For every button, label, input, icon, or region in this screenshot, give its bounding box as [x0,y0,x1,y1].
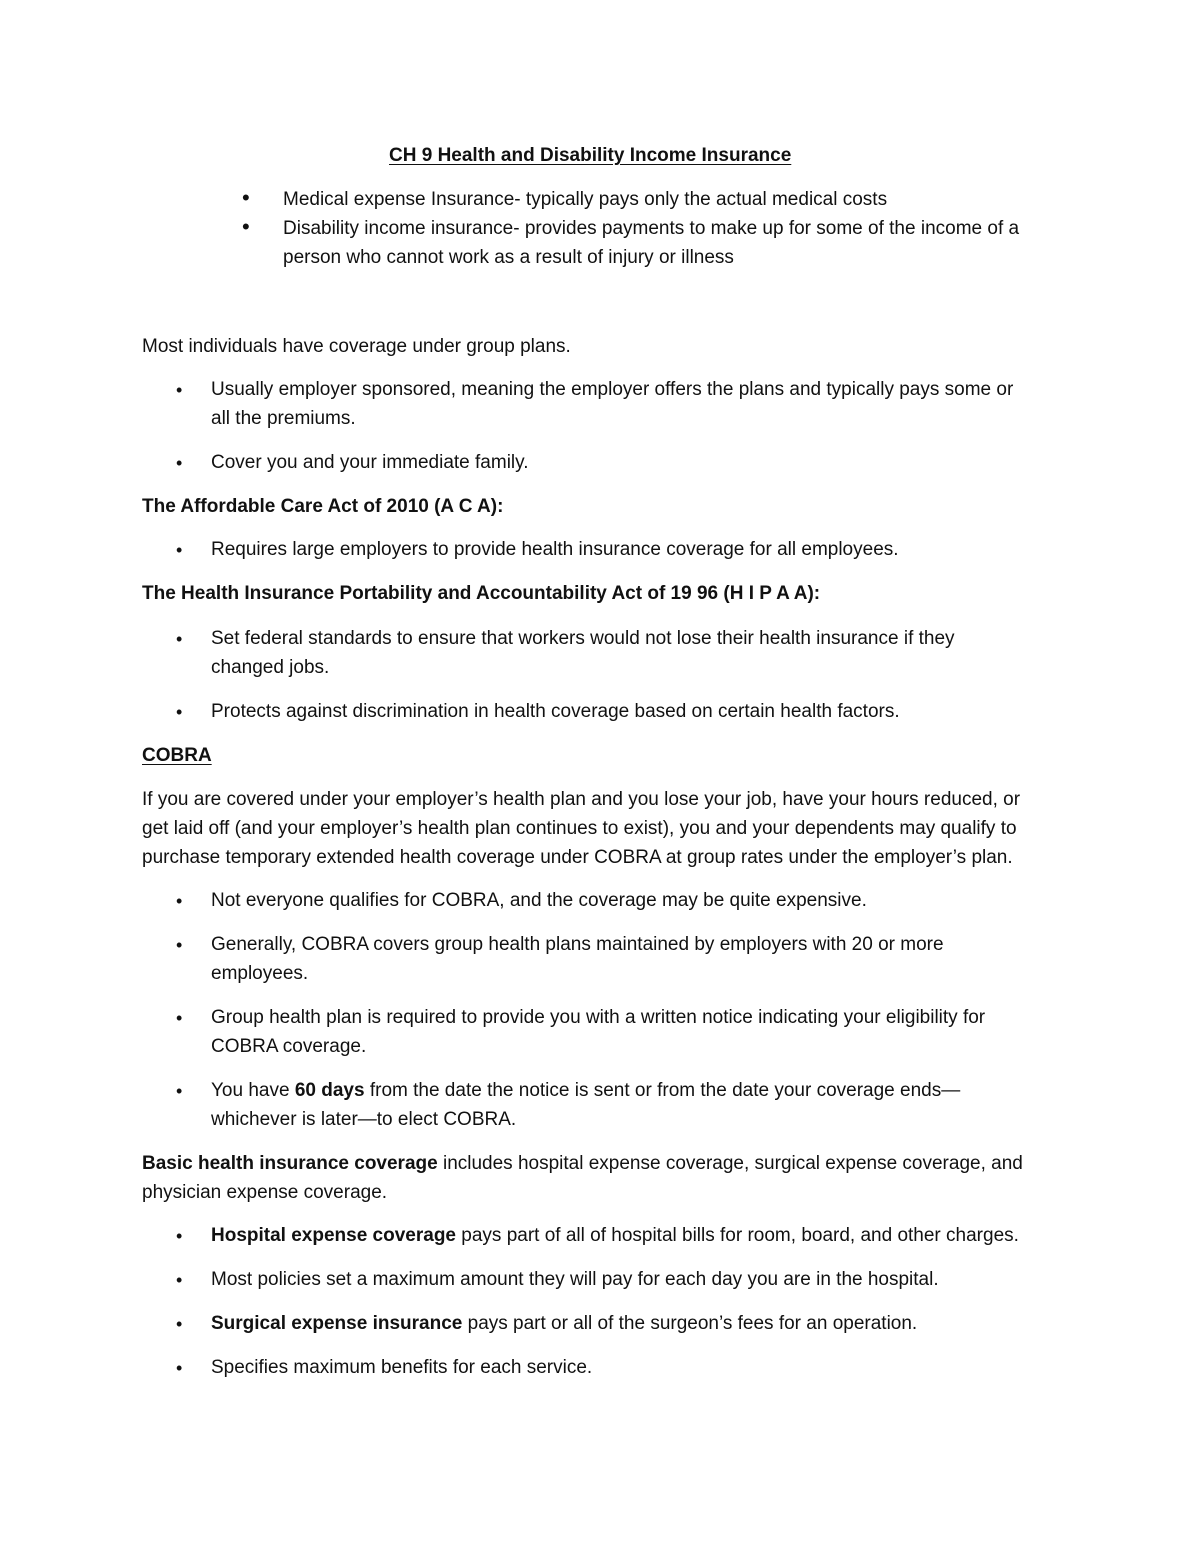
bullet-icon: • [176,1008,183,1028]
paragraph-text: includes hospital expense coverage, surgical expense coverage, and [437,1153,1023,1174]
list-item: Requires large employers to provide health insurance coverage for all employees. [211,539,899,560]
list-item-emphasis: Surgical expense insurance [211,1313,463,1334]
list-item-continued: changed jobs. [211,657,330,678]
list-item-continued: whichever is later—to elect COBRA. [211,1109,517,1130]
list-item: Protects against discrimination in health coverage based on certain health factors. [211,701,900,722]
list-item [211,1312,917,1336]
bullet-icon: • [176,935,183,955]
paragraph-emphasis: Basic health insurance coverage [142,1153,438,1174]
list-item-emphasis: Hospital expense coverage [211,1225,456,1246]
list-item-continued: all the premiums. [211,408,356,429]
list-item [211,1079,960,1103]
list-item: Group health plan is required to provide you with a written notice indicating your eligibility for [211,1007,986,1028]
list-item: Generally, COBRA covers group health plans maintained by employers with 20 or more [211,934,944,955]
section-heading: The Affordable Care Act of 2010 (A C A): [142,496,504,517]
list-item-text: pays part of all of hospital bills for room, board, and other charges. [456,1225,1019,1246]
paragraph-line: purchase temporary extended health coverage under COBRA at group rates under the employer’s plan. [142,847,1013,868]
section-heading: The Health Insurance Portability and Accountability Act of 19 96 (H I P A A): [142,583,821,604]
list-item: Not everyone qualifies for COBRA, and the coverage may be quite expensive. [211,890,867,911]
list-item-continued: COBRA coverage. [211,1036,367,1057]
section-heading: COBRA [142,745,212,766]
list-item: Usually employer sponsored, meaning the employer offers the plans and typically pays some or [211,379,1014,400]
bullet-icon: • [176,891,183,911]
list-item: Set federal standards to ensure that workers would not lose their health insurance if they [211,628,955,649]
list-item-text: You have [211,1080,295,1101]
list-item [211,1224,1019,1248]
bullet-icon: • [176,702,183,722]
bullet-icon: • [176,540,183,560]
bullet-icon: • [176,1081,183,1101]
bullet-icon: • [176,453,183,473]
bullet-icon: • [176,380,183,400]
list-item: Medical expense Insurance- typically pays only the actual medical costs [283,189,888,210]
list-item: Cover you and your immediate family. [211,452,529,473]
bullet-icon: • [242,214,250,239]
bullet-icon: • [176,629,183,649]
list-item-emphasis: 60 days [294,1080,365,1101]
bullet-icon: • [242,185,250,210]
list-item-continued: person who cannot work as a result of injury or illness [283,247,734,268]
paragraph: Most individuals have coverage under group plans. [142,336,571,357]
paragraph-line: get laid off (and your employer’s health plan continues to exist), you and your dependents may qualify to [142,818,1017,839]
bullet-icon: • [176,1270,183,1290]
paragraph [142,1152,1023,1176]
list-item: Specifies maximum benefits for each service. [211,1357,593,1378]
list-item-text: pays part or all of the surgeon’s fees for an operation. [462,1313,918,1334]
bullet-icon: • [176,1314,183,1334]
bullet-icon: • [176,1358,183,1378]
list-item: Most policies set a maximum amount they will pay for each day you are in the hospital. [211,1269,939,1290]
page-title: CH 9 Health and Disability Income Insurance [389,145,792,166]
bullet-icon: • [176,1226,183,1246]
paragraph: If you are covered under your employer’s health plan and you lose your job, have your hours reduced, or [142,789,1021,810]
paragraph-line: physician expense coverage. [142,1182,388,1203]
list-item: Disability income insurance- provides payments to make up for some of the income of a [283,218,1020,239]
list-item-continued: employees. [211,963,309,984]
list-item-text: from the date the notice is sent or from the date your coverage ends— [364,1080,961,1101]
